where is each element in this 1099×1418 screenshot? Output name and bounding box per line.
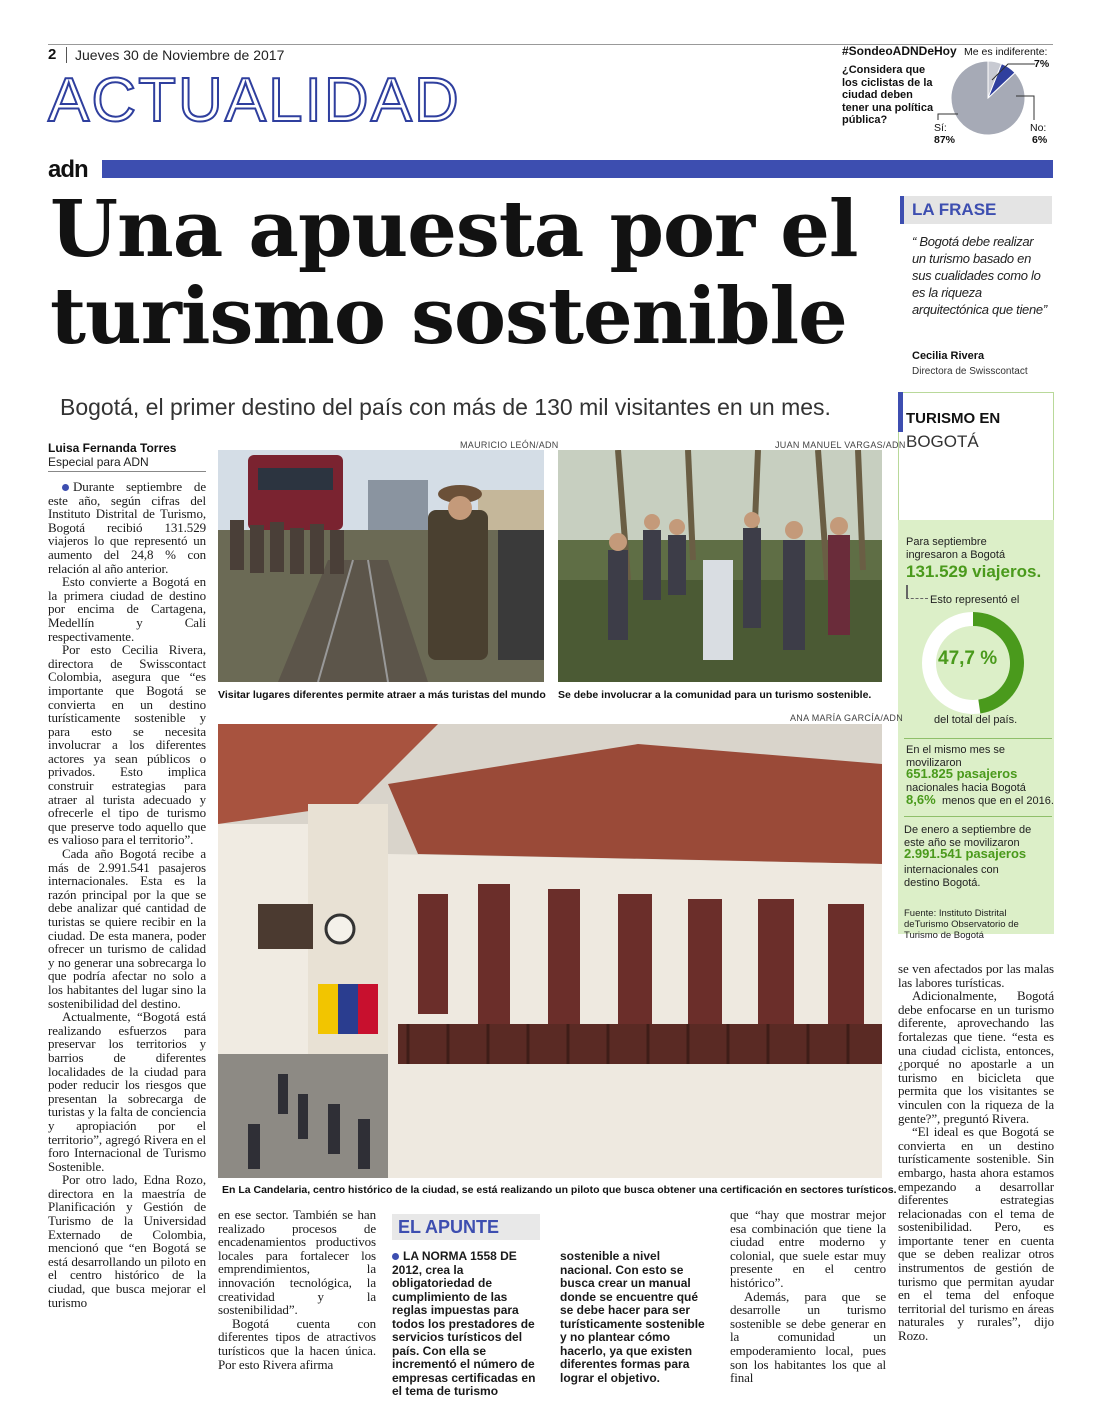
frase-author: Cecilia Rivera <box>912 350 985 362</box>
byline-author: Luisa Fernanda Torres <box>48 441 177 455</box>
paragraph: Cada año Bogotá recibe a más de 2.991.541 pasajeros internacionales. Esta es la razón principal por la que se debe analizar qué cantidad de turistas se quiere recibir en la ciudad. De esta manera, poder ofrecer un turismo de calidad y no generar una sobrecarga lo que podría afectar no solo a los habitantes del lugar sino la sostenibilidad del destino. <box>48 846 206 1011</box>
infographic-text-2: Esto representó el <box>930 594 1020 606</box>
infographic-accent <box>898 392 903 432</box>
poll-no-label: No: <box>1030 122 1047 134</box>
photo-community-forest <box>558 450 882 682</box>
paragraph: “El ideal es que Bogotá se convierta en un destino turísticamente sostenible. Sin embargo, hasta ahora estamos empezando a desarrollar diferentes estrategias relacionadas con el tema de sostenibilidad. Pero, es importante tener en cuenta que se deben realizar otros instrumentos de gestión de turismo que permitan ayudar en el tema del enfoque territorial del turismo en áreas naturales y rurales”, dijo Rozo. <box>898 1124 1054 1344</box>
infographic-text-7: De enero a septiembre de este año se movilizaron <box>904 824 1032 849</box>
poll-yes-value: 87% <box>934 134 956 146</box>
poll-no-value: 6% <box>1032 134 1048 146</box>
infographic-text-4: En el mismo mes se movilizaron <box>906 744 1006 769</box>
article-column-2 <box>218 1208 376 1371</box>
poll-indifferent-label: Me es indiferente: <box>964 46 1048 58</box>
apunte-lead: LA NORMA 1558 DE 2012, <box>392 1249 517 1277</box>
infographic-text-1: Para septiembre ingresaron a Bogotá <box>906 536 1006 561</box>
byline-rule <box>48 471 206 472</box>
adn-logo: adn <box>48 156 88 183</box>
photo-2-caption: Se debe involucrar a la comunidad para un turismo sostenible. <box>558 689 872 701</box>
infographic-text-8: internacionales con destino Bogotá. <box>904 864 999 889</box>
frase-role: Directora de Swisscontact <box>912 366 1028 377</box>
bullet-icon <box>392 1253 399 1260</box>
article-column-5 <box>898 962 1054 1343</box>
apunte-title: EL APUNTE <box>392 1214 540 1240</box>
paragraph-text: Durante septiembre de este año, según cifras del Instituto Distrital de Turismo, Bogotá recibió 131.529 viajeros lo que representó un aumento del 24,8 % con relación al año anterior. <box>48 479 206 576</box>
poll-indifferent-value: 7% <box>1034 58 1050 70</box>
infographic-rule <box>904 738 1052 739</box>
article-column-1 <box>48 480 206 1309</box>
photo-3-caption: En La Candelaria, centro histórico de la ciudad, se está realizando un piloto que busca obtener una certificación en sectores turísticos. <box>222 1184 897 1196</box>
headline: Una apuesta por el turismo sostenible <box>50 184 858 362</box>
paragraph: Adicionalmente, Bogotá debe enfocarse en un turismo diferente, aprovechando las fortalezas que tiene. “esta es una ciudad ciclista, entonces, ¿porqué no apostarle a un turismo en bicicleta que permita que los visitantes se vinculen con la riqueza de la gente?”, preguntó Rivera. <box>898 988 1054 1126</box>
bullet-icon <box>62 484 69 491</box>
photo-la-candelaria <box>218 724 882 1178</box>
frase-quote: “ Bogotá debe realizar un turismo basado en sus cualidades como lo es la riqueza arquitectónica que tiene” <box>912 234 1047 317</box>
infographic-source: Fuente: Instituto Distrital deTurismo Observatorio de Turismo de Bogotá <box>904 908 1019 941</box>
page-date: Jueves 30 de Noviembre de 2017 <box>75 47 285 63</box>
paragraph: Esto convierte a Bogotá en la primera ciudad de destino por encima de Cartagena, Medellín y Cali respectivamente. <box>48 574 206 644</box>
poll-hashtag: #SondeoADNDeHoy <box>842 44 957 58</box>
infographic-value-2: 651.825 pasajeros <box>906 766 1018 781</box>
paragraph <box>48 480 206 575</box>
paragraph: se ven afectados por las malas las labores turísticas. <box>898 961 1054 990</box>
poll-leader-lines <box>930 56 1050 126</box>
page-number: 2 <box>48 46 57 63</box>
apunte-col-1 <box>392 1250 546 1399</box>
paragraph: Bogotá cuenta con diferentes tipos de atractivos turísticos que la hacen única. Por esto Rivera afirma <box>218 1315 376 1372</box>
subheadline: Bogotá, el primer destino del país con más de 130 mil visitantes en un mes. <box>60 394 831 420</box>
apunte-text-1: crea la obligatoriedad de cumplimiento de las reglas impuestas para todos los prestadores de servicios turísticos del país. Con ella se incrementó el número de empresas certificadas en el tema de turismo <box>392 1262 536 1398</box>
paragraph: Por otro lado, Edna Rozo, directora en la maestría de Planificación y Gestión de Turismo de la Universidad Externado de Colombia, mencionó que “en Bogotá se está desarrollando un piloto en el centro histórico de la ciudad, que busca mejorar el turismo <box>48 1172 206 1310</box>
infographic-connector-h <box>906 598 928 599</box>
infographic-text-6: menos que en el 2016. <box>942 795 1054 807</box>
byline-role: Especial para ADN <box>48 455 149 469</box>
divider <box>66 47 67 63</box>
paragraph: Actualmente, “Bogotá está realizando esfuerzos para preservar los territorios y barrios de diferentes localidades de la ciudad para poder reducir los riesgos que presentan la sobrecarga de turistas y la falta de conciencia y apropiación por el territorio”, agregó Rivera en el foro Internacional de Turismo Sostenible. <box>48 1009 206 1174</box>
frase-accent <box>900 196 904 224</box>
article-column-4 <box>730 1208 886 1385</box>
photo-1-credit: MAURICIO LEÓN/ADN <box>460 440 559 450</box>
infographic-value-1: 131.529 viajeros. <box>906 562 1042 581</box>
infographic-subtitle: BOGOTÁ <box>906 432 979 451</box>
paragraph: Por esto Cecilia Rivera, directora de Swisscontact Colombia, asegura que “es importante que Bogotá se convierta en un destino turísticamente sostenible y para esto se necesita involucrar a los diferentes actores ya sean públicos o privados. Esto implica construir estrategias para atraer al turista adecuado y ofrecerle el tipo de turismo que preserve todo aquello que es valioso para el territorio”. <box>48 642 206 848</box>
infographic-text-5: nacionales hacia Bogotá <box>906 782 1026 794</box>
infographic-percent: 47,7 % <box>938 648 998 669</box>
photo-3-credit: ANA MARÍA GARCÍA/ADN <box>790 713 904 723</box>
infographic-value-4: 2.991.541 pasajeros <box>904 846 1027 861</box>
section-title: ACTUALIDAD <box>48 66 461 135</box>
paragraph: en ese sector. También se han realizado procesos de encadenamientos productivos locales para fortalecer los emprendimientos, la innovación tecnológica, la creatividad y la sostenibilidad”. <box>218 1207 376 1318</box>
photo-tourists-train <box>218 450 544 682</box>
infographic-rule-2 <box>904 816 1052 817</box>
infographic-value-3: 8,6% <box>906 792 936 807</box>
apunte-col-2: sostenible a nivel nacional. Con esto se busca crear un manual donde se encuentre qué se debe hacer para ser turísticamente sostenible y no plantear cómo hacerlo, ya que existen diferentes formas para lograr el objetivo. <box>560 1249 705 1385</box>
infographic-title: TURISMO EN <box>906 410 1001 427</box>
poll-question: ¿Considera que los ciclistas de la ciudad deben tener una política pública? <box>842 64 934 126</box>
paragraph: Además, para que se desarrolle un turismo sostenible se debe generar en la comunidad un empoderamiento local, pues son los habitantes los que al final <box>730 1288 886 1386</box>
infographic-text-3: del total del país. <box>934 714 1018 726</box>
photo-2-credit: JUAN MANUEL VARGAS/ADN <box>775 440 906 450</box>
paragraph: que “hay que mostrar mejor esa combinación que tiene la ciudad entre moderno y colonial, que suele estar muy presente en el centro histórico”. <box>730 1207 886 1290</box>
poll-yes-label: Sí: <box>934 122 947 134</box>
infographic-connector <box>906 585 908 599</box>
section-bar <box>102 160 1053 178</box>
frase-title: LA FRASE <box>912 200 997 219</box>
photo-1-caption: Visitar lugares diferentes permite atraer a más turistas del mundo <box>218 689 546 701</box>
